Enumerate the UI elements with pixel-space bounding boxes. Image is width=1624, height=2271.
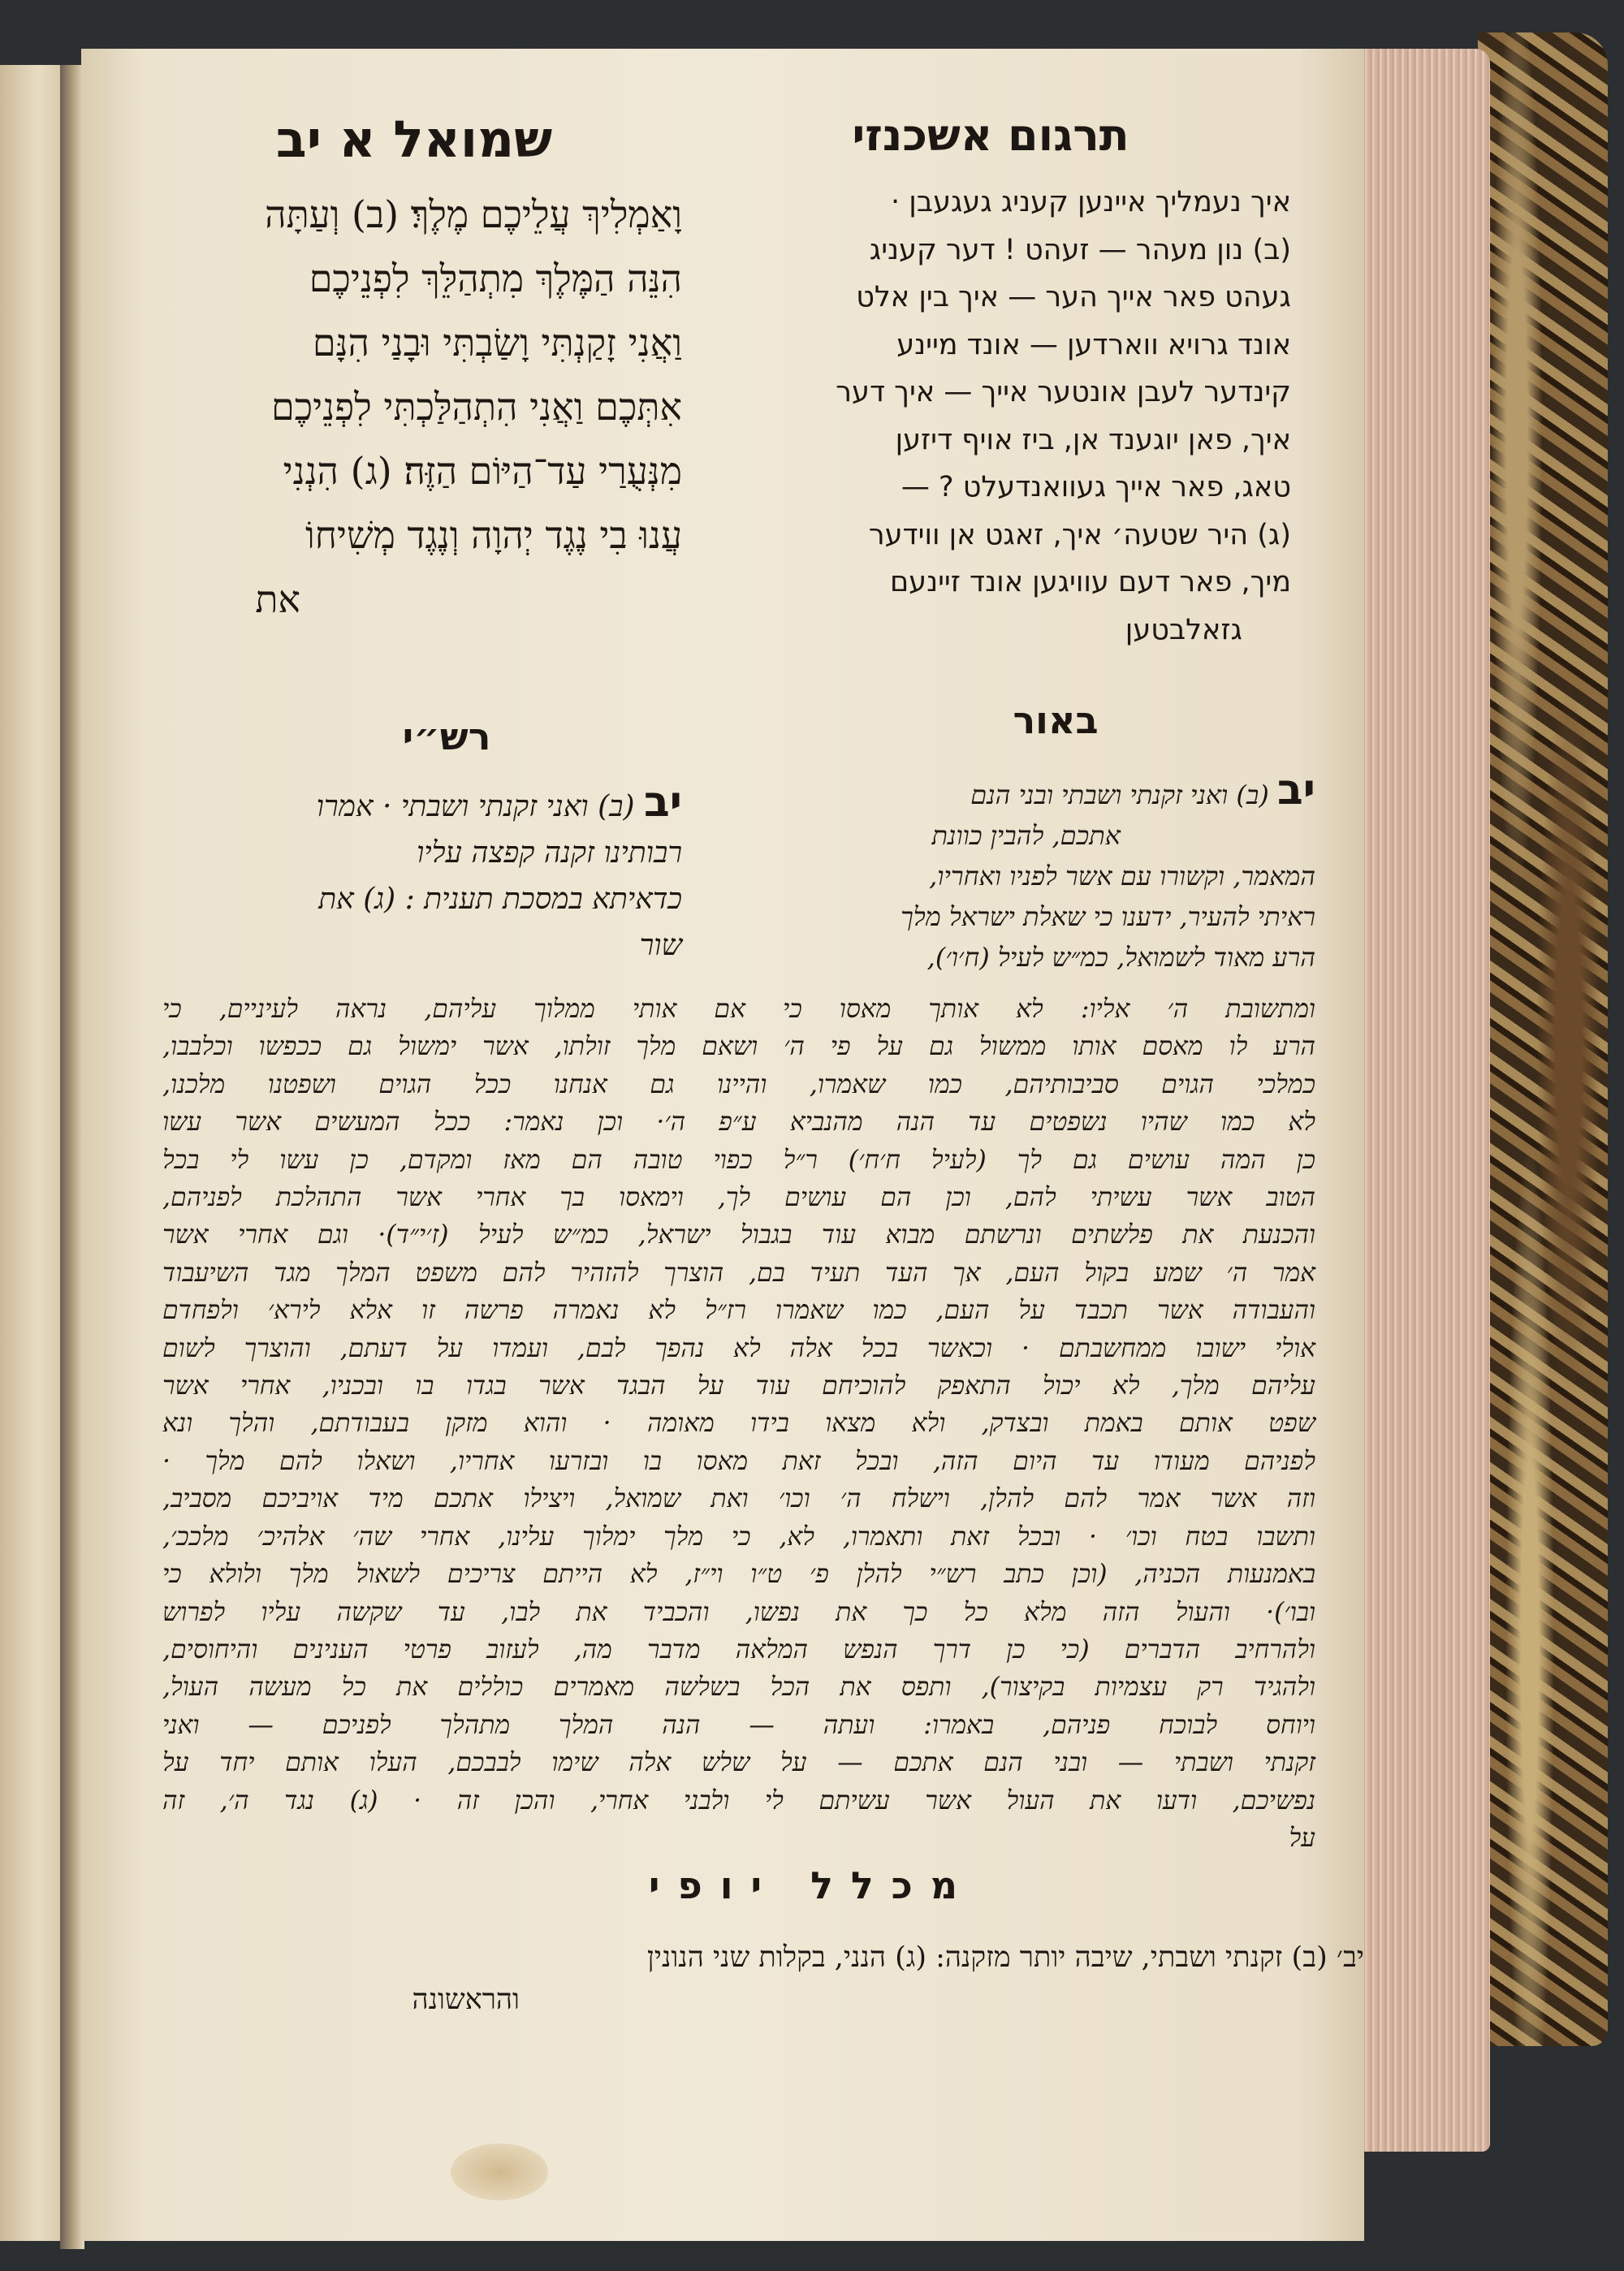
biur-line: המאמר, וקשורו עם אשר לפניו ואחריו, — [929, 861, 1315, 892]
biur-line: נפשיכם, ודעו את העול אשר עשיתם לי ולבני אחרי, והכן זה · (ג) נגד ה׳, זה — [162, 1785, 1315, 1816]
rashi-text: (ב) ואני זקנתי ושבתי · אמרו — [316, 790, 635, 823]
targum-line: טאג, פאר אייך געוואנדעלט ? — — [901, 471, 1291, 503]
targum-line: (ב) נון מעהר — זעהט ! דער קעניג — [869, 233, 1291, 266]
biur-line: עליהם מלך, לא יכול התאפק להוכיחם עוד על הבגד אשר בגדו בו ובכניו, אחרי אשר — [162, 1371, 1315, 1401]
rashi-commentary — [162, 779, 682, 969]
chapter-number: יב — [643, 778, 682, 827]
verse-line: מִנְּעֻרַי עַד־הַיּוֹם הַזֶּה׃ (ג) הִנְנִי — [283, 449, 682, 493]
biur-line: ראיתי להעיר, ידענו כי שאלת ישראל מלך — [901, 901, 1315, 932]
biur-line: הרע מאוד לשמואל, כמ״ש לעיל (ח׳ו׳), — [926, 942, 1315, 973]
biur-line: כן המה עושים גם לך (לעיל ח׳ח׳) ר״ל כפוי טובה הם מאז ומקדם, כן עשו לי בכל — [162, 1145, 1315, 1175]
biur-line: ולהגיד רק עצמיות בקיצור), ותפס את הכל בשלשה מאמרים כוללים את כל מעשה העול, — [162, 1673, 1315, 1703]
verse-line: עֲנוּ בִי נֶגֶד יְהוָה וְנֶגֶד מְשִׁיחוֹ — [304, 513, 682, 557]
verse-line: וָאַמְלִיךְ עֲלֵיכֶם מֶלֶךְ׃ (ב) וְעַתָּה — [265, 192, 682, 236]
biur-text: (ב) ואני זקנתי ושבתי ובני הנם — [970, 779, 1269, 810]
biur-line — [698, 766, 1315, 815]
biur-line: באמנעות הכניה, (וכן כתב רש״י להלן פ׳ ט״ו וי״ז, לא הייתם צריכים לשאול מלך ולולא כי — [162, 1560, 1315, 1590]
facing-page-edge — [0, 65, 63, 2241]
rashi-line: רבותינו זקנה קפצה עליו — [417, 836, 682, 870]
catchword: על — [1289, 1823, 1315, 1853]
biur-line: והכנעת את פלשתים ונרשתם מבוא עוד בגבול ישראל, כמ״ש לעיל (ז׳י״ד)· וגם אחרי אשר — [162, 1220, 1315, 1250]
mikhlal-line: יב׳ (ב) זקנתי ושבתי, שיבה יותר מזקנה: (ג) הנני, בקלות שני הנונין — [646, 1941, 1364, 1974]
mikhlal-yofi-commentary — [292, 1936, 1364, 2021]
biur-line: והעבודה אשר תכבד על העם, כמו שאמרו רז״ל לא נאמרה פרשה זו אלא לירא׳ ולפחדם — [162, 1296, 1315, 1326]
targum-line: געהט פאר אייך הער — איך בין אלט — [856, 281, 1291, 313]
targum-column — [698, 179, 1291, 654]
biur-line: ולהרחיב הדברים (כי כן דרך הנפש המלאה מדבר מה, לעזוב פרטי הענינים והיחוסים, — [162, 1634, 1315, 1664]
page-edges — [1348, 49, 1490, 2152]
biur-heading: באור — [1013, 698, 1099, 742]
rashi-heading: רש״י — [402, 715, 491, 758]
targum-line: איך נעמליך איינען קעניג געגעבן · — [891, 186, 1291, 218]
chapter-number: יב — [1276, 766, 1315, 814]
biur-line: ובו׳)· והעול הזה מלא כל כך את נפשו, והכביד את לבו, עד שקשה עליו לפרוש — [162, 1597, 1315, 1627]
book-page — [81, 49, 1364, 2241]
rashi-line: שור — [639, 929, 682, 962]
biur-line: הרע לו מאסם אותו ממשול גם על פי ה׳ ושאם מלך זולתו, אשר ימשול גם ככפשו וכלבבו, — [162, 1032, 1315, 1062]
targum-line: אונד גרויא ווארדען — אונד מיינע — [896, 328, 1291, 361]
mikhlal-line: והראשונה — [412, 1984, 520, 2016]
biur-line: כמלכי הגוים סביבותיהם, כמו שאמרו, והיינו גם אנחנו ככל הגוים ושפטנו מלכנו, — [162, 1069, 1315, 1099]
rashi-line: כדאיתא במסכת תענית : (ג) את — [318, 883, 682, 916]
biur-line: לפניהם מעודו עד היום הזה, ובכל זאת מאסו בו ובזרעו אחריו, ושאלו להם מלך · — [162, 1446, 1315, 1476]
targum-line: מיך, פאר דעם עוויגען אונד זיינעם — [889, 566, 1291, 598]
targum-line: קינדער לעבן אונטער אייך — איך דער — [836, 376, 1291, 408]
verse-line: וַאֲנִי זָקַנְתִּי וָשַׂבְתִּי וּבָנַי הִנָּם — [312, 321, 682, 365]
verse-line: הִנֵּה הַמֶּלֶךְ מִתְהַלֵּךְ לִפְנֵיכֶם — [309, 257, 682, 300]
verse-line: אִתְּכֶם וַאֲנִי הִתְהַלַּכְתִּי לִפְנֵיכֶם — [270, 385, 682, 429]
paper-stain — [451, 2144, 548, 2200]
biur-line: אמר ה׳ שמע בקול העם, אך העד תעיד בם, הוצרך להזהיר להם משפט המלך מגד השיעבוד — [162, 1258, 1315, 1288]
biur-line: שפט אותם באמת ובצדק, ולא מצאו בידו מאומה · והוא מזקן בעבודתם, והלך ונא — [162, 1409, 1315, 1439]
running-header-targum: תרגום אשכנזי — [852, 110, 1129, 161]
biur-line: אתכם, להבין כוונת — [931, 820, 1121, 851]
biur-line: ויוחס לבוכח פניהם, באמרו: ועתה — הנה המלך מתהלך לפניכם — ואני — [162, 1710, 1315, 1740]
running-header-book-chapter: שמואל א יב — [275, 110, 553, 169]
mikhlal-yofi-heading: מכלל יופי — [648, 1863, 976, 1907]
biur-line: ותשבו בטח וכו׳ · ובכל זאת ותאמרו, לא, כי מלך ימלוך עלינו, אחרי שה׳ אלהיכ׳ מלככ׳, — [162, 1522, 1315, 1552]
rashi-line — [162, 779, 682, 830]
catchword: את — [255, 577, 300, 621]
targum-line: גזאלבטען — [1125, 613, 1242, 646]
biur-commentary — [162, 991, 1315, 1857]
biur-line: זקנתי ושבתי — ובני הנם אתכם — על שלש אלה שימו לבבכם, העלו אותם יחד על — [162, 1748, 1315, 1778]
biur-line: הטוב אשר עשיתי להם, וכן הם עושים לך, וימאסו בך אחרי אשר התהלכת לפניהם, — [162, 1183, 1315, 1213]
biur-line: אולי ישובו ממחשבתם · וכאשר בכל אלה לא נהפך לבם, ועמדו על דעתם, והוצרך לשום — [162, 1333, 1315, 1363]
targum-line: איך, פאן יוגענד אן, ביז אויף דיזען — [895, 423, 1291, 456]
biur-commentary-top — [698, 766, 1315, 978]
biur-line: ומתשובת ה׳ אליו: לא אותך מאסו כי אם אותי ממלוך עליהם, נראה לעיניים, כי — [162, 995, 1315, 1024]
biur-line: וזה אשר אמר להם להלן, וישלח ה׳ וכו׳ ואת שמואל, ויצילו אתכם מיד אויביכם מסביב, — [162, 1484, 1315, 1514]
marbled-cover — [1478, 32, 1608, 2046]
biur-line: לא כמו שהיו נשפטים עד הנה מהנביא ע״פ ה׳· וכן נאמר: ככל המעשים אשר עשו — [162, 1107, 1315, 1138]
scripture-text — [154, 183, 682, 632]
targum-line: (ג) היר שטעה׳ איך, זאגט אן ווידער — [868, 518, 1291, 551]
